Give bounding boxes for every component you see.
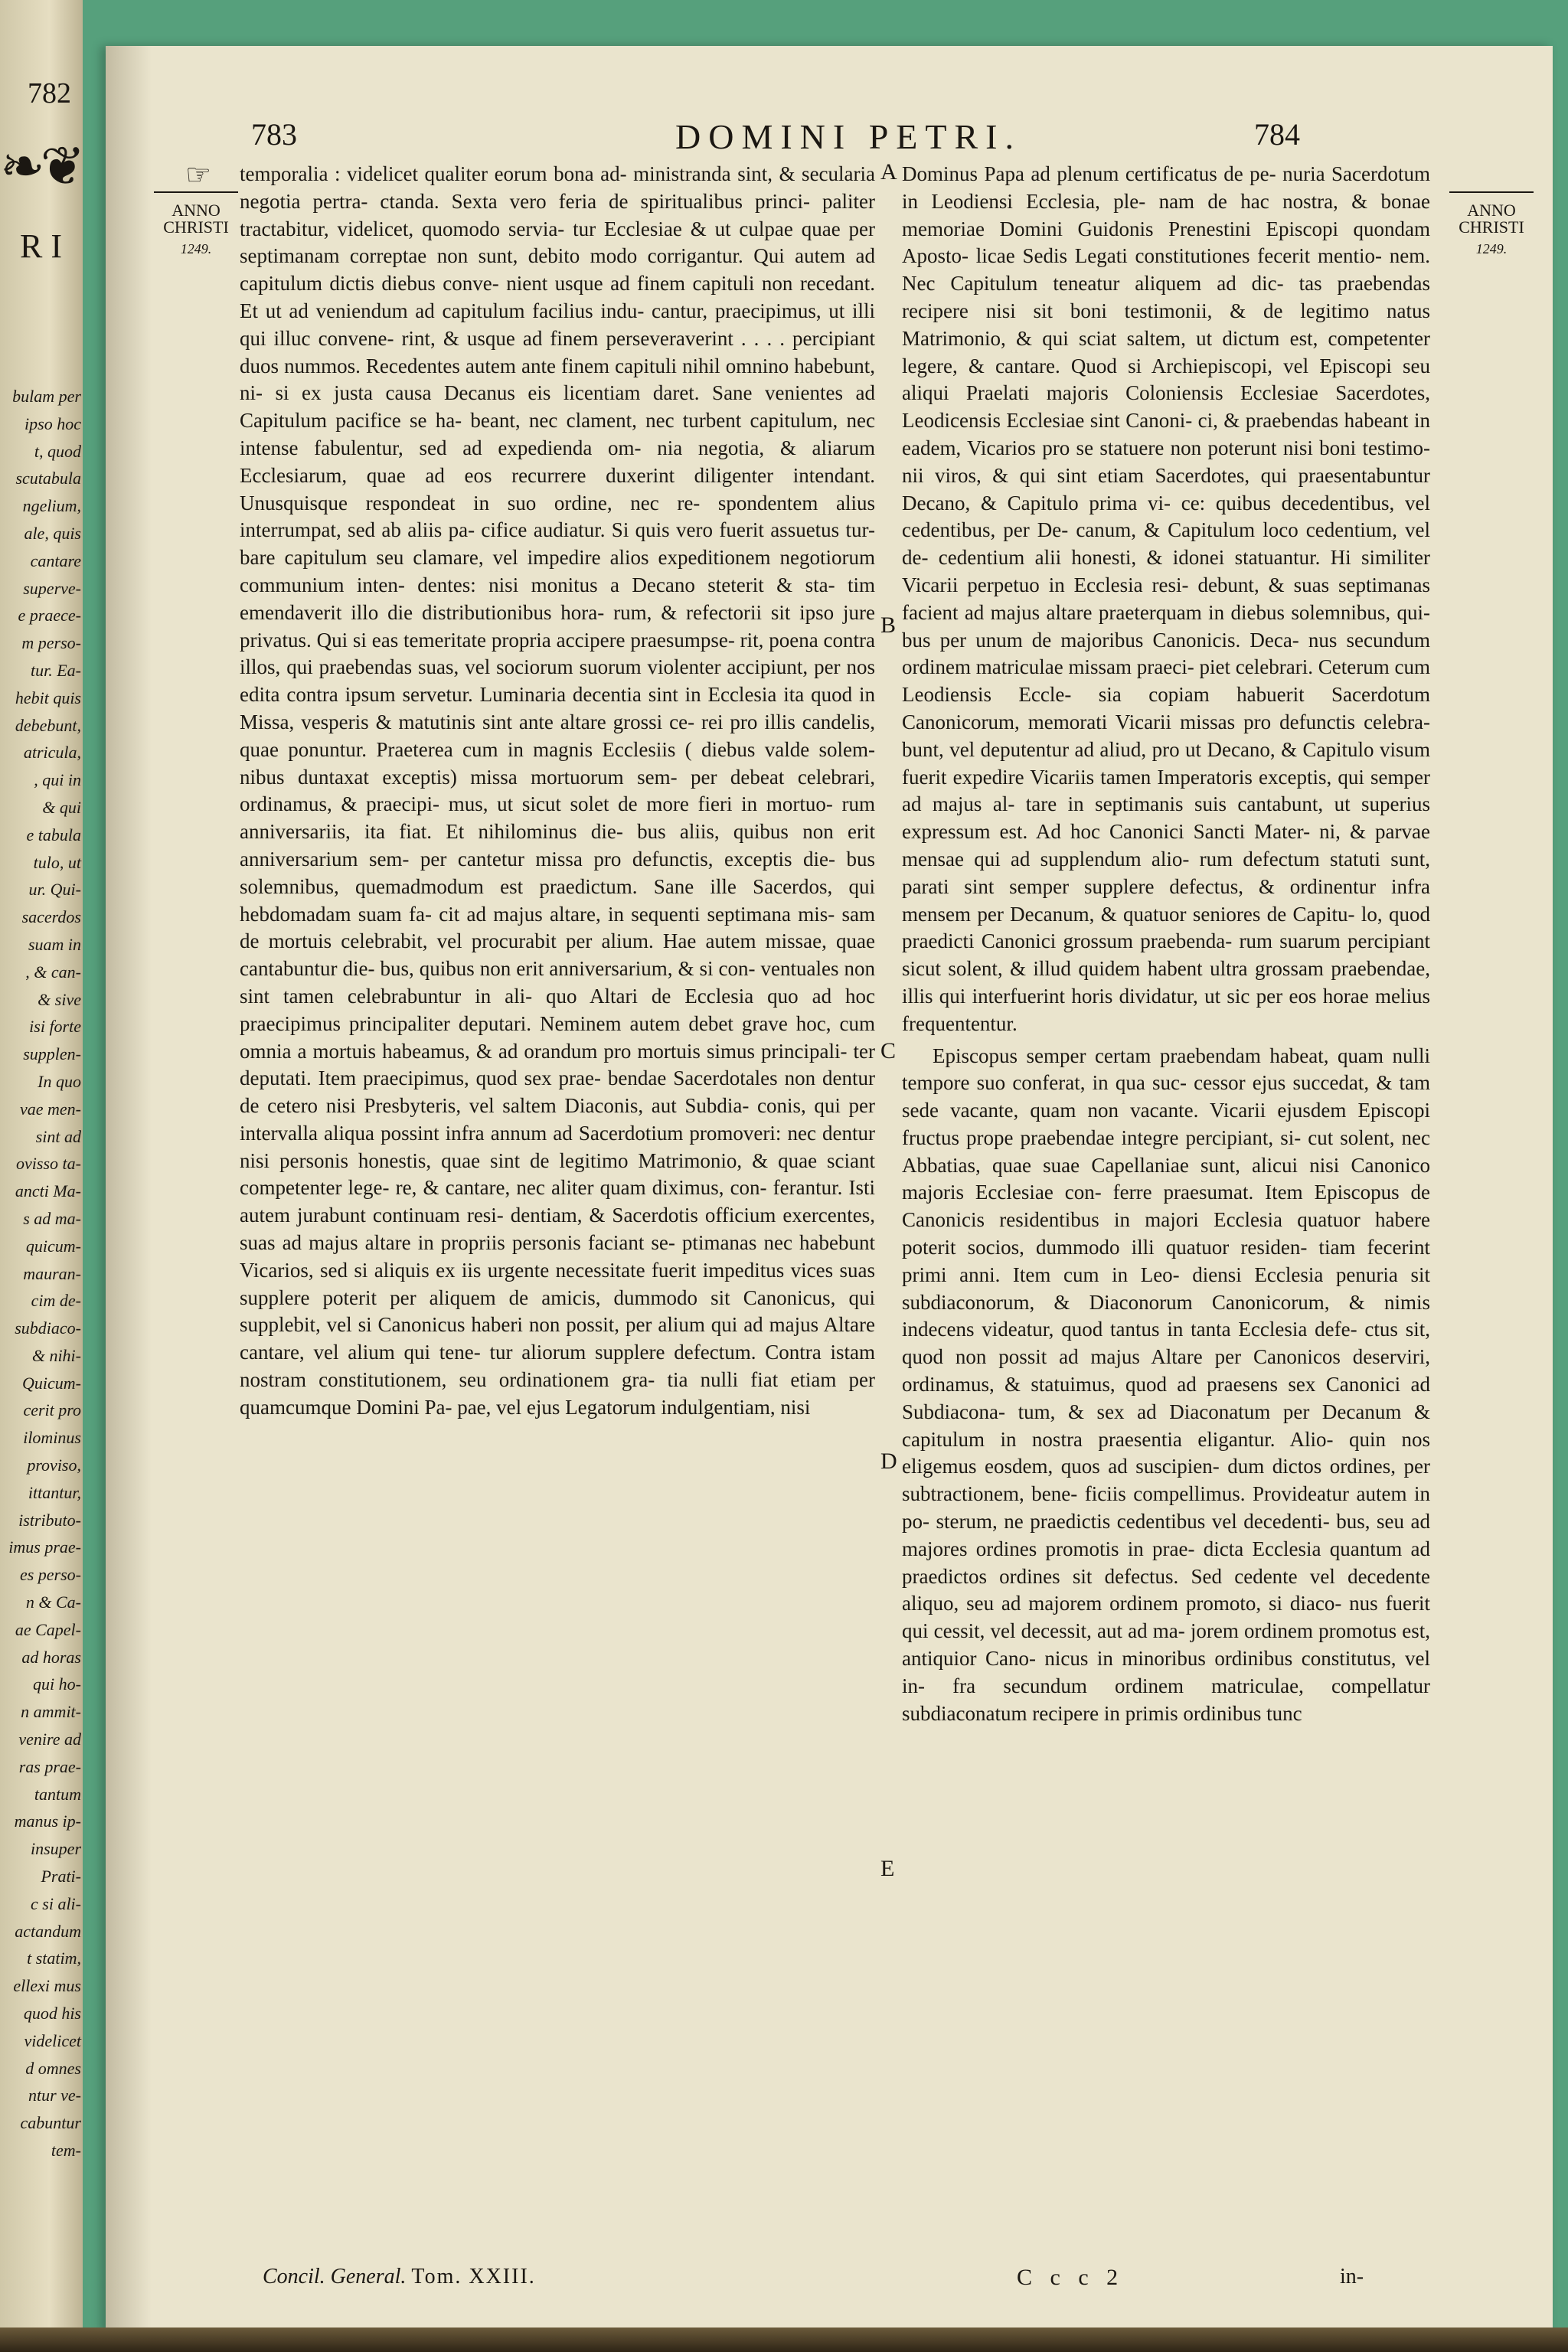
previous-page-fragment: qui ho- bbox=[33, 1674, 81, 1694]
previous-page-fragment: tulo, ut bbox=[33, 852, 81, 872]
previous-page-fragment: superve- bbox=[23, 578, 81, 598]
margin-anno: ANNO bbox=[172, 201, 220, 220]
previous-page-fragment: sacerdos bbox=[21, 907, 81, 927]
previous-page-fragment: t statim, bbox=[27, 1949, 81, 1968]
margin-note-left bbox=[142, 191, 250, 257]
page-gutter-shadow bbox=[106, 46, 152, 2334]
margin-rule bbox=[1449, 191, 1534, 193]
previous-page-fragment: ad horas bbox=[21, 1647, 81, 1667]
previous-page-fragment: ellexi mus bbox=[13, 1976, 81, 1996]
book-bottom-edge bbox=[0, 2328, 1568, 2352]
column-right-paragraph: Dominus Papa ad plenum certificatus de pe- nuria Sacerdotum in Leodiensi Ecclesia, ple- nam de hac nostra, & bonae memoriae Domini Guidonis Prenestini Episcopi quondam Aposto- licae Sedis Legati constitutiones fecerit mentio- nem. Nec Capitulum teneatur aliquem ad dic- tas praebendas recipere nisi sit boni testimonii, & de legitimo natus Matrimonio, & qui sciat saltem, ut dictum est, competenter legere, & cantare. Quod si Archiepiscopi, vel Episcopi seu aliqui Praelati majoris Coloniensis Ecclesiae Sacerdotes, Leodicensis Ecclesiae sint Canoni- ci, & praebendas habeant in eadem, Vicarios pro se statuere non poterunt nisi boni testimo- nii viros, & qui sint etiam Sacerdotes, qui praesentabuntur Decano, & Capitulo prima vi- ce: quibus decedentibus, vel cedentibus, per De- canum, & Capitulum loco cedentium, vel de- cedentium alii honesti, & idonei statuantur. Hi similiter Vicarii perpetuo in Ecclesia resi- debunt, & suas septimanas facient ad majus altare praeterquam in diebus solemnibus, qui- bus per unum de majoribus Canonicis. Deca- nus secundum ordinem matriculae missam praeci- piet celebrari. Ceterum cum Leodiensis Eccle- sia copiam habuerit Sacerdotum Canonicorum, memorati Vicarii missas pro defunctis celebra- bunt, vel deputentur ad aliud, pro ut Decano, & Capitulo visum fuerit expedire Vicariis tamen Imperatoris exceptis, qui semper ad majus al- tare in septimanis suis cantabunt, ut superius expressum est. Ad hoc Canonici Sancti Mater- ni, & parvae mensae qui ad supplendum alio- rum defectum statuti sunt, parati sint semper supplere defectus, & ordinentur infra mensem per Decanum, & quatuor seniores de Capitu- lo, quod praedicti Canonici grossum praebenda- rum suarum percipiant sicut solent, & illud quidem habent ultra grossam praebendae, illis qui interfuerint horis dividatur, ut sic per eos horae melius frequententur. bbox=[902, 162, 1430, 1035]
signature-mark: C c c 2 bbox=[1017, 2265, 1125, 2290]
previous-page-fragment: ur. Qui- bbox=[28, 880, 81, 900]
page-title: DOMINI PETRI. bbox=[675, 117, 1021, 156]
page-number-left: 783 bbox=[251, 117, 297, 152]
column-left-paragraph: temporalia : videlicet qualiter eorum bona ad- ministranda sint, & secularia negotia pertra- ctanda. Sexta vero feria de spiritualibus princi- paliter tractabitur, videlicet, quomodo servia- tur Ecclesiae & ut culpae quae per septimanam correptae non sunt, debito modo corrigantur. Qui autem ad capitulum dictis diebus conve- nient usque ad finem capituli non recedant. Et ut ad veniendum ad capitulum facilius indu- cantur, praecipimus, ut illi qui illuc convene- rint, & usque ad finem perseveraverint . . . . percipiant duos nummos. Recedentes autem ante finem capituli nihil omnino habebunt, ni- si ex justa causa Decanus eis licentiam daret. Sane venientes ad Capitulum pacifice se ha- beant, nec clament, nec turbent capitulum, nec intense fabulentur, sed ad expedienda om- nia negotia, & aliarum Ecclesiarum, quae ad eos recurrere duxerint diligenter intendant. Unusquisque respondeat in suo ordine, nec re- spondentem alius interrumpat, sed ab aliis pa- cifice audiatur. Si quis vero fuerit assuetus tur- bare capitulum seu clamare, vel impedire alios expeditionem negotiorum communium inten- dentes: nisi monitus a Decano steterit & sta- tim emendaverit illo die distributionibus hora- rum, & refectorii sit ipso jure privatus. Qui si eas temeritate propria accipere praesumpse- rit, poena contra illos, qui praebendas suas, vel sociorum suorum violenter accipiunt, per nos edita contra ipsum servetur. Luminaria decentia sint in Ecclesia ita quod in Missa, vesperis & matutinis sint ante altare grossi ce- rei pro illis candelis, quae ponuntur. Praeterea cum in magnis Ecclesiis ( diebus valde solem- nibus duntaxat exceptis) missa mortuorum sem- per debeat celebrari, ordinamus, & praecipi- mus, ut sicut solet de more fieri in mortuo- rum anniversariis, ita fiat. Et nihilominus die- bus aliis, quibus non erit anniversarium sem- per cantetur missa pro defunctis, exceptis die- bus solemnibus, quemadmodum est praedictum. Sane ille Sacerdos, qui hebdomadam suam fa- cit ad majus altare, in sequenti septimana mis- sam de mortuis celebrabit, vel procurabit per alium. Hae autem missae, quae cantabuntur die- bus, quibus non erit anniversarium, & si con- ventuales non sint tamen celebrabuntur in ali- quo Altari de Ecclesia quo ad hoc praecipimus principaliter deputari. Neminem autem debet grave hoc, cum omnia a mortuis habeamus, & ad orandum pro mortuis simus principali- ter deputati. Item praecipimus, quod sex prae- bendae Sacerdotales non dentur de cetero nisi Presbyteris, vel saltem Diaconis, aut Subdia- conis, qui per intervalla aliqua possint infra annum ad Sacerdotium promoveri: nec dentur nisi personis honestis, quae sint de legitimo Matrimonio, & quae sciant competenter lege- re, & cantare, nec aliter quam diximus, con- ferantur. Isti autem jurabunt continuam resi- dentiam, & Sacerdotis officium exercentes, suas ad majus altare in propriis personis faciant se- ptimanas nec habebunt Vicarios, sed si aliquis ex iis urgente necessitate fuerit impeditus vices suas supplere poterit per aliquem de amicis, dummodo sit Canonicus, qui supplebit, vel si Canonicus haberi non possit, per alium qui ad majus Altare cantare, vel alium qui tene- tur aliorum supplere defectum. Contra istam nostram constitutionem, seu ordinationem gra- tia nulli fiat etiam per quamcumque Domini Pa- pae, vel ejus Legatorum indulgentiam, nisi bbox=[240, 162, 875, 1419]
previous-page-fragment: n & Ca- bbox=[25, 1592, 81, 1612]
previous-page-fragment: , qui in bbox=[34, 770, 81, 790]
previous-page-fragment: sint ad bbox=[35, 1126, 81, 1146]
previous-page-fragment: cim de- bbox=[31, 1291, 81, 1311]
catchword: in- bbox=[1340, 2265, 1364, 2288]
pointing-hand-icon: ☞ bbox=[185, 159, 212, 191]
margin-year: 1249. bbox=[180, 241, 212, 256]
previous-page-fragment: n ammit- bbox=[21, 1702, 81, 1722]
previous-page-fragment: insuper bbox=[31, 1839, 81, 1859]
section-mark-e: E bbox=[880, 1856, 895, 1881]
previous-page-fragment: tem- bbox=[51, 2141, 81, 2160]
previous-page-initial: R I bbox=[20, 227, 62, 265]
section-mark-a: A bbox=[880, 159, 897, 185]
previous-page-fragment: Quicum- bbox=[22, 1373, 81, 1393]
previous-page-fragment: actandum bbox=[15, 1921, 81, 1941]
previous-page-fragment: vae men- bbox=[19, 1099, 81, 1119]
previous-page-fragment: ipso hoc bbox=[24, 413, 81, 433]
previous-page-fragment: proviso, bbox=[27, 1455, 81, 1475]
margin-note-right bbox=[1438, 191, 1545, 257]
previous-page-fragment: t, quod bbox=[34, 441, 81, 461]
previous-page-fragment: cantare bbox=[30, 550, 81, 570]
text-column-left bbox=[240, 161, 875, 1422]
previous-page-fragment: cerit pro bbox=[23, 1400, 81, 1420]
previous-page-fragment: hebit quis bbox=[15, 688, 81, 707]
previous-page-fragment: ale, quis bbox=[24, 523, 81, 543]
previous-page-fragment: d omnes bbox=[25, 2058, 81, 2078]
margin-rule bbox=[154, 191, 238, 193]
section-mark-c: C bbox=[880, 1038, 897, 1063]
previous-page-fragment: & sive bbox=[38, 989, 81, 1009]
previous-page-fragment: isi forte bbox=[29, 1017, 81, 1037]
previous-page-fragment: suam in bbox=[28, 934, 81, 954]
previous-page-fragment: e praece- bbox=[18, 606, 81, 626]
previous-page-strip bbox=[0, 0, 83, 2328]
previous-page-fragment: manus ip- bbox=[14, 1811, 81, 1831]
previous-page-fragment: ancti Ma- bbox=[15, 1181, 81, 1201]
footer-source bbox=[263, 2265, 536, 2289]
previous-page-fragment: ae Capel- bbox=[15, 1619, 81, 1639]
previous-page-fragment: In quo bbox=[38, 1071, 81, 1091]
page-header bbox=[106, 116, 1553, 162]
previous-page-fragment: subdiaco- bbox=[15, 1318, 81, 1338]
previous-page-fragment: ilominus bbox=[23, 1428, 81, 1448]
margin-christi: CHRISTI bbox=[1459, 217, 1524, 237]
footer-volume: Tom. XXIII. bbox=[411, 2265, 536, 2288]
previous-page-fragment: Prati- bbox=[41, 1867, 81, 1886]
ornament-icon: ❧❦ bbox=[0, 138, 81, 197]
previous-page-fragment: imus prae- bbox=[8, 1537, 81, 1557]
previous-page-fragment: ras prae- bbox=[18, 1756, 81, 1776]
margin-christi: CHRISTI bbox=[163, 217, 229, 237]
previous-page-fragment: bulam per bbox=[12, 387, 81, 406]
margin-year: 1249. bbox=[1475, 241, 1508, 256]
footer-source-title: Concil. General. bbox=[263, 2265, 407, 2288]
text-column-right bbox=[902, 161, 1430, 1727]
previous-page-fragment: cabuntur bbox=[20, 2113, 81, 2133]
previous-page-fragment: s ad ma- bbox=[23, 1208, 81, 1228]
previous-page-fragment: ngelium, bbox=[22, 496, 81, 516]
previous-page-fragment: ovisso ta- bbox=[16, 1154, 81, 1174]
previous-page-fragments bbox=[5, 383, 81, 2164]
previous-page-fragment: mauran- bbox=[23, 1263, 81, 1283]
previous-page-fragment: videlicet bbox=[24, 2030, 81, 2050]
previous-page-fragment: tantum bbox=[34, 1784, 81, 1804]
previous-page-fragment: debebunt, bbox=[15, 715, 81, 735]
previous-page-fragment: istributo- bbox=[18, 1510, 81, 1530]
previous-page-fragment: & qui bbox=[42, 797, 81, 817]
column-right-paragraph: Episcopus semper certam praebendam habeat, quam nulli tempore suo conferat, in qua suc- cessor ejus succedat, & tam sede vacante, quam non vacante. Vicarii ejusdem Episcopi fructus prope praebendae integre percipiant, si- cut solent, nec Abbatias, quae suae Capellaniae sunt, alicui nisi Canonico majoris Ecclesiae con- ferre praesumat. Item Episcopus de Canonicis residentibus in majori Ecclesia quatuor habere poterit socios, dummodo illi quatuor residen- tiam fecerint primi anni. Item cum in Leo- diensi Ecclesia penuria sit subdiaconorum, & Diaconorum Canonicorum, & nimis indecens videatur, quod tantus in tanta Ecclesia defe- ctus sit, quod non possit ad majus Altare per Canonicos deserviri, ordinamus, & statuimus, quod ad praesens sex Canonici ad Subdiacona- tum, & sex ad Diaconatum per Decanum & capitulum in nostra praesentia eligantur. Alio- quin nos eligemus eosdem, quos ad suscipien- dum dictos ordines, per subtractionem, bene- ficiis compellimus. Provideatur autem in po- sterum, ne praedictis cedentibus vel decedenti- bus, seu ad majores ordines promotis in prae- dicta Ecclesia quantum ad praedictos ordines sit defectus. Sed cedente vel decedente aliquo, seu ad majorem ordinem promoto, si diaco- nus fuerit qui cessit, vel decessit, aut ad ma- jorem ordinem promotus est, antiquior Cano- nicus in minoribus ordinibus constitutus, vel in- fra secundum ordinem matriculae, compellatur subdiaconatum recipere in primis ordinibus tunc bbox=[902, 1044, 1430, 1725]
previous-page-fragment: atricula, bbox=[23, 743, 81, 763]
previous-page-number: 782 bbox=[28, 77, 71, 109]
previous-page-fragment: ittantur, bbox=[28, 1482, 81, 1502]
previous-page-fragment: & nihi- bbox=[31, 1345, 81, 1365]
previous-page-fragment: m perso- bbox=[21, 633, 81, 653]
previous-page-fragment: ntur ve- bbox=[28, 2086, 81, 2105]
previous-page-fragment: quicum- bbox=[25, 1236, 81, 1256]
page-number-right: 784 bbox=[1254, 117, 1300, 152]
previous-page-fragment: c si ali- bbox=[31, 1893, 81, 1913]
previous-page-fragment: es perso- bbox=[19, 1565, 81, 1585]
section-mark-b: B bbox=[880, 612, 897, 638]
previous-page-fragment: , & can- bbox=[25, 962, 81, 982]
previous-page-fragment: scutabula bbox=[15, 469, 81, 488]
margin-anno: ANNO bbox=[1467, 201, 1516, 220]
previous-page-fragment: quod his bbox=[23, 2004, 81, 2024]
previous-page-fragment: venire ad bbox=[18, 1730, 81, 1749]
document-page bbox=[106, 46, 1553, 2334]
section-mark-d: D bbox=[880, 1449, 897, 1474]
previous-page-fragment: tur. Ea- bbox=[31, 660, 81, 680]
previous-page-fragment: e tabula bbox=[26, 825, 81, 844]
previous-page-fragment: supplen- bbox=[23, 1044, 81, 1064]
